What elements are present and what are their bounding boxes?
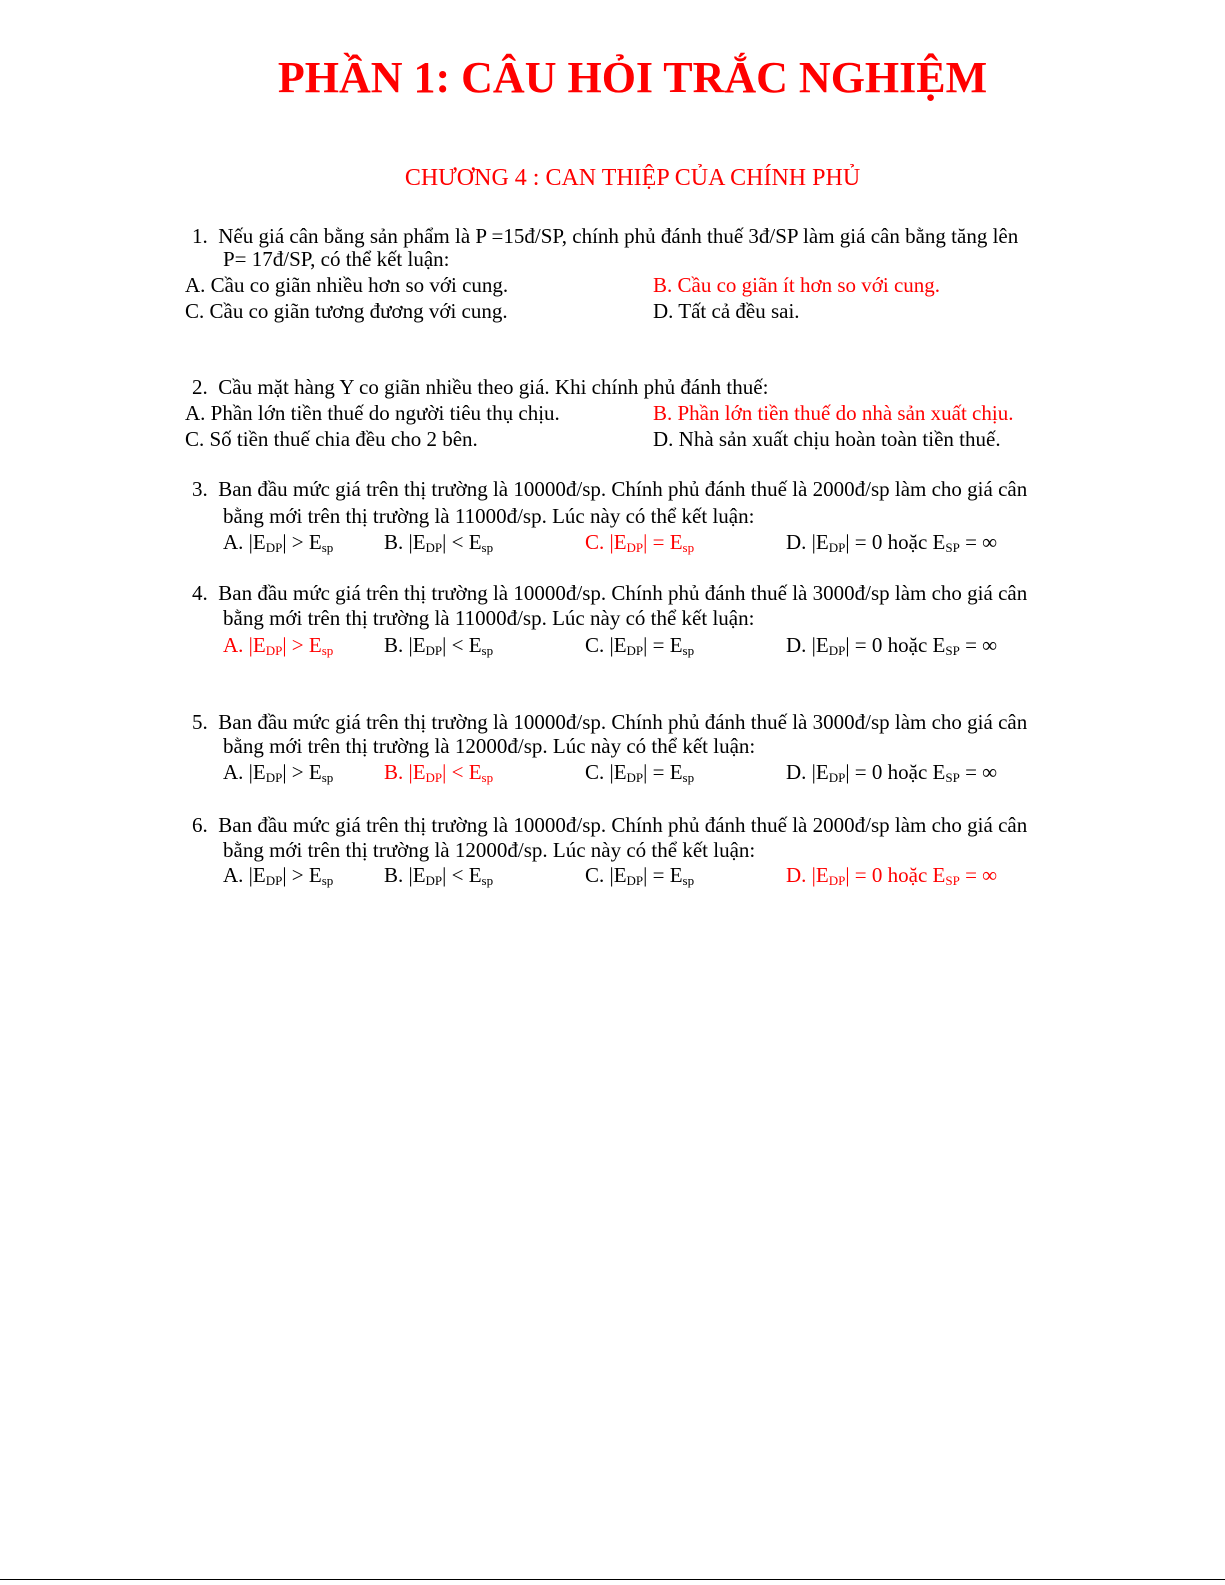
option-d: D. Tất cả đều sai. <box>653 299 800 323</box>
option-c: C. $|E_{DP}| = E_{sp}$ <box>585 863 695 888</box>
question-stem: 5. Ban đầu mức giá trên thị trường là 10000đ/sp. Chính phủ đánh thuế là 3000đ/sp làm cho giá cân <box>192 710 1028 734</box>
option-b-correct: B. Cầu co giãn ít hơn so với cung. <box>653 273 941 297</box>
option-b-correct: B. $|E_{DP}| < E_{sp}$ <box>384 760 494 785</box>
question-stem: 1. Nếu giá cân bằng sản phẩm là P =15đ/SP, chính phủ đánh thuế 3đ/SP làm giá cân bằng tăng lên <box>192 224 1019 248</box>
option-c-correct: C. $|E_{DP}| = E_{sp}$ <box>585 530 695 555</box>
option-d-correct: D. $|E_{DP}| = 0$ hoặc $E_{SP}$ = ∞ <box>786 863 998 888</box>
option-a: A. Cầu co giãn nhiều hơn so với cung. <box>185 273 509 297</box>
option-b: B. $|E_{DP}| < E_{sp}$ <box>384 863 494 888</box>
option-a: A. $|E_{DP}| > E_{sp}$ <box>223 863 334 888</box>
question-stem: 6. Ban đầu mức giá trên thị trường là 10000đ/sp. Chính phủ đánh thuế là 2000đ/sp làm cho giá cân <box>192 813 1028 837</box>
question-stem-continued: bằng mới trên thị trường là 11000đ/sp. Lúc này có thể kết luận: <box>223 504 755 528</box>
page-title: PHẦN 1: CÂU HỎI TRẮC NGHIỆM <box>277 53 988 102</box>
question-stem-continued: bằng mới trên thị trường là 11000đ/sp. Lúc này có thể kết luận: <box>223 606 755 630</box>
option-a: A. $|E_{DP}| > E_{sp}$ <box>223 530 334 555</box>
option-c: C. Cầu co giãn tương đương với cung. <box>185 299 508 323</box>
option-c: C. $|E_{DP}| = E_{sp}$ <box>585 760 695 785</box>
option-b-correct: B. Phần lớn tiền thuế do nhà sản xuất chịu. <box>653 401 1014 425</box>
option-d: D. $|E_{DP}| = 0$ hoặc $E_{SP}$ = ∞ <box>786 760 998 785</box>
question-stem-continued: bằng mới trên thị trường là 12000đ/sp. Lúc này có thể kết luận: <box>223 838 756 862</box>
option-b: B. $|E_{DP}| < E_{sp}$ <box>384 530 494 555</box>
question-stem-continued: P= 17đ/SP, có thể kết luận: <box>223 247 450 271</box>
question-stem-continued: bằng mới trên thị trường là 12000đ/sp. Lúc này có thể kết luận: <box>223 734 756 758</box>
option-d: D. $|E_{DP}| = 0$ hoặc $E_{SP}$ = ∞ <box>786 530 998 555</box>
question-stem: 2. Cầu mặt hàng Y co giãn nhiều theo giá. Khi chính phủ đánh thuế: <box>192 375 769 399</box>
page-bottom-divider <box>0 1579 1225 1580</box>
option-a: A. $|E_{DP}| > E_{sp}$ <box>223 760 334 785</box>
option-a-correct: A. $|E_{DP}| > E_{sp}$ <box>223 633 334 658</box>
option-b: B. $|E_{DP}| < E_{sp}$ <box>384 633 494 658</box>
question-stem: 3. Ban đầu mức giá trên thị trường là 10000đ/sp. Chính phủ đánh thuế là 2000đ/sp làm cho giá cân <box>192 477 1028 501</box>
option-a: A. Phần lớn tiền thuế do người tiêu thụ chịu. <box>185 401 560 425</box>
question-stem: 4. Ban đầu mức giá trên thị trường là 10000đ/sp. Chính phủ đánh thuế là 3000đ/sp làm cho giá cân <box>192 581 1028 605</box>
option-d: D. $|E_{DP}| = 0$ hoặc $E_{SP}$ = ∞ <box>786 633 998 658</box>
chapter-heading: CHƯƠNG 4 : CAN THIỆP CỦA CHÍNH PHỦ <box>404 165 861 191</box>
option-c: C. $|E_{DP}| = E_{sp}$ <box>585 633 695 658</box>
option-d: D. Nhà sản xuất chịu hoàn toàn tiền thuế. <box>653 427 1001 451</box>
option-c: C. Số tiền thuế chia đều cho 2 bên. <box>185 427 478 451</box>
